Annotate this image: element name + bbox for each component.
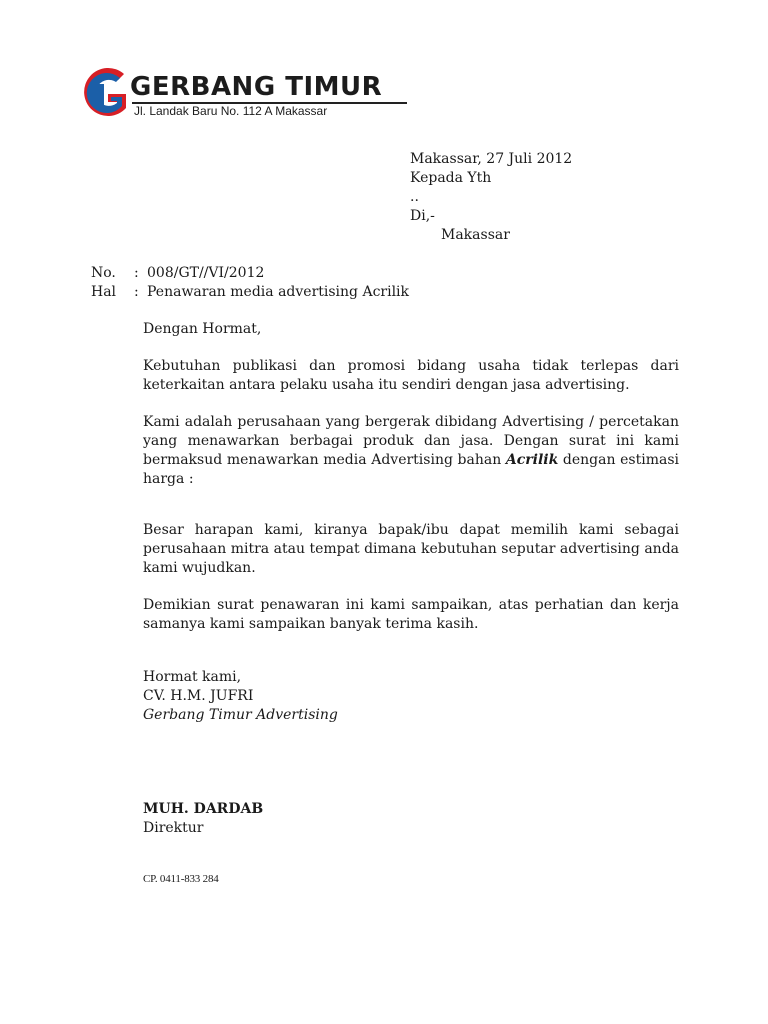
contact-phone: CP. 0411-833 284 <box>143 873 219 885</box>
date-line: Makassar, 27 Juli 2012 <box>410 151 573 167</box>
paragraph-offer-text-2: dengan estimasi harga : <box>143 452 679 487</box>
addressee-city: Makassar <box>441 227 510 243</box>
subject-label: Hal <box>91 284 117 300</box>
letter-number-label: No. <box>91 265 116 281</box>
company-address: Jl. Landak Baru No. 112 A Makassar <box>134 104 328 118</box>
addressee-line: Kepada Yth <box>410 170 492 186</box>
closing-brand: Gerbang Timur Advertising <box>143 707 338 723</box>
letterhead <box>80 64 420 126</box>
greeting: Dengan Hormat, <box>143 321 262 337</box>
signer-name: MUH. DARDAB <box>143 801 264 817</box>
reference-block <box>91 264 409 302</box>
addressee-at: Di,- <box>410 208 435 224</box>
subject-row <box>91 283 409 302</box>
letter-number-separator: : <box>134 265 139 281</box>
closing-block <box>143 668 338 725</box>
subject-value: Penawaran media advertising Acrilik <box>147 284 410 300</box>
price-estimate-gap <box>143 489 679 521</box>
recipient-block <box>410 150 572 245</box>
paragraph-offer-text-1: Kami adalah perusahaan yang bergerak dibidang Advertising / percetakan yang menawarkan berbagai produk dan jasa. Dengan surat ini kami bermaksud menawarkan media Advertising bahan <box>143 414 679 468</box>
letter-body <box>143 320 679 652</box>
letter-number-row <box>91 264 409 283</box>
letter-number-value: 008/GT//VI/2012 <box>147 265 265 281</box>
closing-salutation: Hormat kami, <box>143 669 242 685</box>
signer-title: Direktur <box>143 820 204 836</box>
addressee-name: .. <box>410 189 419 205</box>
paragraph-intro: Kebutuhan publikasi dan promosi bidang usaha tidak terlepas dari keterkaitan antara pelaku usaha itu sendiri dengan jasa advertising. <box>143 358 679 393</box>
paragraph-closing: Demikian surat penawaran ini kami sampaikan, atas perhatian dan kerja samanya kami sampaikan banyak terima kasih. <box>143 597 679 632</box>
subject-separator: : <box>134 284 139 300</box>
closing-company: CV. H.M. JUFRI <box>143 688 254 704</box>
paragraph-offer <box>143 413 679 489</box>
product-acrilik: Acrilik <box>505 452 559 468</box>
company-logo-icon <box>80 64 132 122</box>
company-name: GERBANG TIMUR <box>130 72 383 102</box>
paragraph-hope: Besar harapan kami, kiranya bapak/ibu dapat memilih kami sebagai perusahaan mitra atau tempat dimana kebutuhan seputar advertising anda kami wujudkan. <box>143 522 679 576</box>
signer-block <box>143 800 263 838</box>
